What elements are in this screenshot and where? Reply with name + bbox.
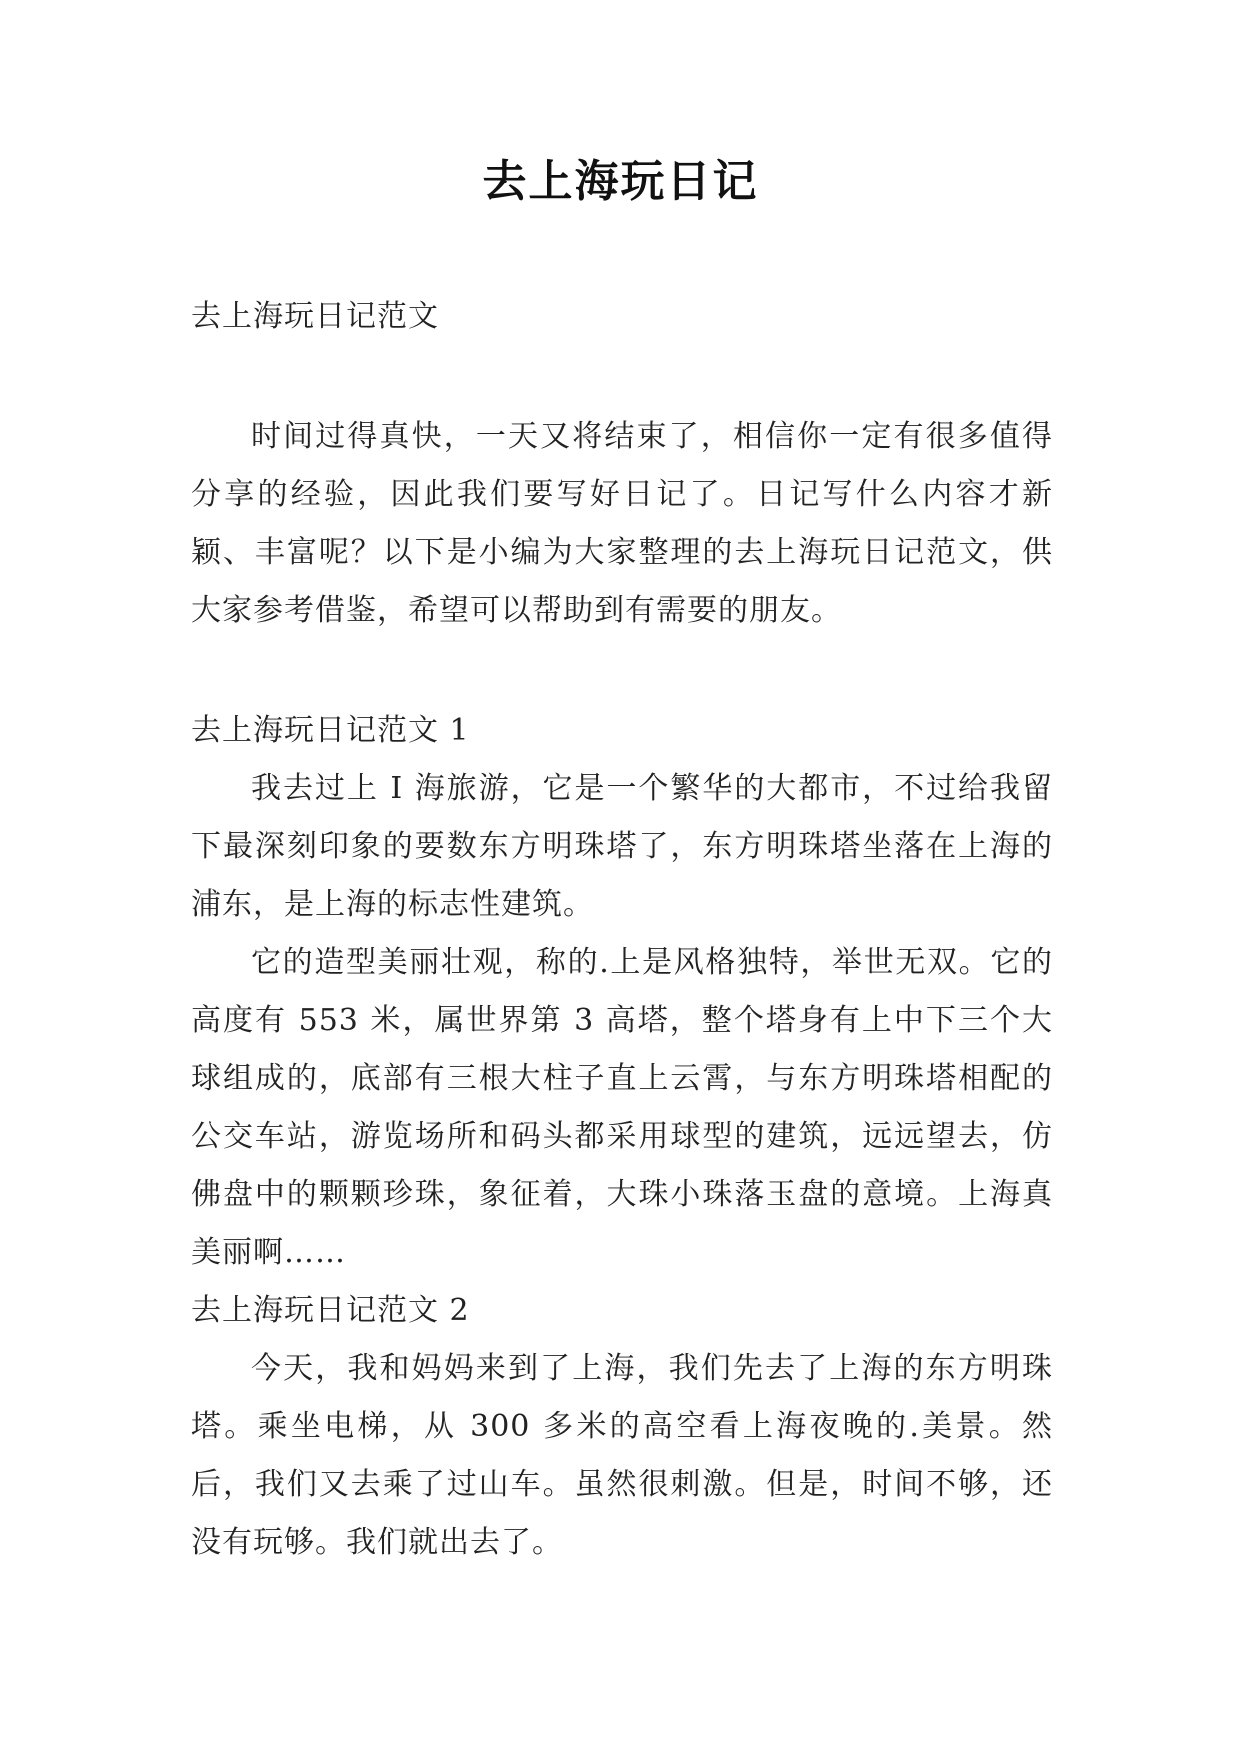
page-title: 去上海玩日记 <box>482 156 759 207</box>
section-1-paragraph-1: 我去过上 I 海旅游，它是一个繁华的大都市，不过给我留下最深刻印象的要数东方明珠塔了，东方明珠塔坐落在上海的浦东，是上海的标志性建筑。 <box>191 771 1053 922</box>
section-heading-2: 去上海玩日记范文 2 <box>191 1293 470 1328</box>
document-body <box>191 288 1053 1572</box>
section-2-paragraph-1: 今天，我和妈妈来到了上海，我们先去了上海的东方明珠塔。乘坐电梯，从 300 多米的高空看上海夜晚的.美景。然后，我们又去乘了过山车。虽然很刺激。但是，时间不够，还没有玩够。我们就出去了。 <box>191 1351 1053 1560</box>
intro-paragraph: 时间过得真快，一天又将结束了，相信你一定有很多值得分享的经验，因此我们要写好日记了。日记写什么内容才新颖、丰富呢？以下是小编为大家整理的去上海玩日记范文，供大家参考借鉴，希望可以帮助到有需要的朋友。 <box>191 419 1053 628</box>
section-1-paragraph-2: 它的造型美丽壮观，称的.上是风格独特，举世无双。它的高度有 553 米，属世界第 3 高塔，整个塔身有上中下三个大球组成的，底部有三根大柱子直上云霄，与东方明珠塔相配的公交车站，游览场所和码头都采用球型的建筑，远远望去，仿佛盘中的颗颗珍珠，象征着，大珠小珠落玉盘的意境。上海真美丽啊…… <box>191 945 1053 1270</box>
section-heading-1: 去上海玩日记范文 1 <box>191 713 470 748</box>
document-subtitle: 去上海玩日记范文 <box>191 299 439 334</box>
